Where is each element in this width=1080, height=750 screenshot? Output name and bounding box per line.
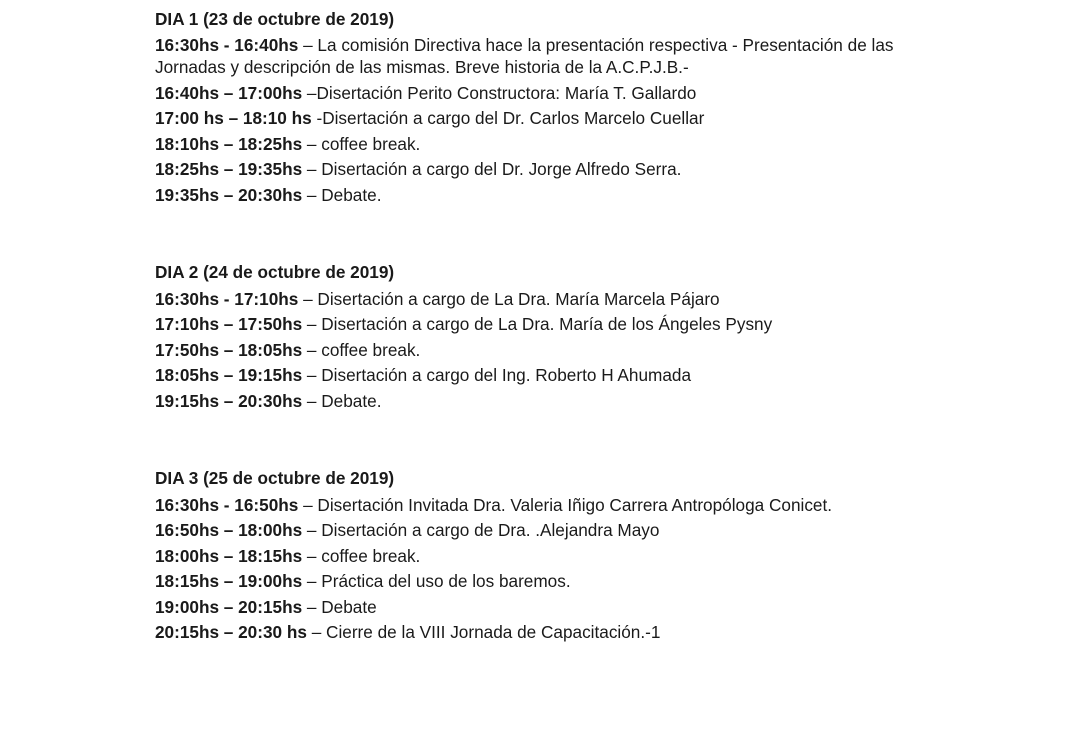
entry-time: 19:15hs – 20:30hs <box>155 390 303 411</box>
entry-time: 18:00hs – 18:15hs <box>155 545 303 566</box>
entry-text: – Disertación a cargo de La Dra. María Marcela Pájaro <box>298 289 720 310</box>
schedule-entry <box>155 389 945 414</box>
entry-text: – coffee break. <box>302 133 421 154</box>
entry-text: – coffee break. <box>302 545 421 566</box>
entry-time: 16:30hs - 16:50hs <box>155 495 299 516</box>
entry-text: – coffee break. <box>302 339 421 360</box>
entry-time: 17:50hs – 18:05hs <box>155 339 303 360</box>
entry-text: – Disertación a cargo del Ing. Roberto H Ahumada <box>302 365 692 386</box>
day-title: DIA 2 (24 de octubre de 2019) <box>155 262 395 283</box>
entry-text: – Disertación a cargo de Dra. .Alejandra Mayo <box>302 520 660 541</box>
day-title: DIA 1 (23 de octubre de 2019) <box>155 9 395 29</box>
schedule-entry <box>155 34 935 78</box>
entry-time: 18:25hs – 19:35hs <box>155 159 303 180</box>
schedule-entry <box>155 106 945 131</box>
entry-text: – Debate. <box>302 390 382 411</box>
entry-time: 16:30hs - 17:10hs <box>155 289 299 310</box>
entry-text: – Debate <box>302 596 377 617</box>
entry-text: – Disertación a cargo de La Dra. María de los Ángeles Pysny <box>302 314 773 335</box>
entry-text: -Disertación a cargo del Dr. Carlos Marcelo Cuellar <box>311 108 705 129</box>
schedule-entry <box>155 338 945 363</box>
day-section <box>155 261 945 414</box>
entry-time: 19:35hs – 20:30hs <box>155 184 303 205</box>
schedule-entry <box>155 569 945 594</box>
schedule-entry <box>155 363 945 388</box>
day-section <box>155 8 945 208</box>
schedule-entry <box>155 544 945 569</box>
entry-text: – Disertación Invitada Dra. Valeria Iñigo Carrera Antropóloga Conicet. <box>298 495 833 516</box>
entry-time: 17:00 hs – 18:10 hs <box>155 108 312 129</box>
entry-text: – La comisión Directiva hace la presentación respectiva - Presentación de las Jornadas y descripción de las mismas. Breve historia de la A.C.P.J.B.- <box>155 35 894 77</box>
schedule-entry <box>155 81 945 106</box>
schedule-entry <box>155 183 945 208</box>
entry-text: –Disertación Perito Constructora: María T. Gallardo <box>302 83 697 103</box>
entry-time: 16:40hs – 17:00hs <box>155 83 303 103</box>
schedule-entry <box>155 132 945 157</box>
schedule-document <box>155 8 945 646</box>
schedule-entry <box>155 157 945 182</box>
day-title: DIA 3 (25 de octubre de 2019) <box>155 468 395 489</box>
entry-time: 19:00hs – 20:15hs <box>155 596 303 617</box>
entry-time: 16:30hs - 16:40hs <box>155 35 299 55</box>
entry-time: 17:10hs – 17:50hs <box>155 314 303 335</box>
schedule-entry <box>155 620 945 645</box>
day-section <box>155 467 945 645</box>
entry-time: 20:15hs – 20:30 hs <box>155 622 307 643</box>
schedule-entry <box>155 312 945 337</box>
schedule-entry <box>155 493 945 518</box>
entry-time: 16:50hs – 18:00hs <box>155 520 303 541</box>
entry-text: – Debate. <box>302 184 382 205</box>
entry-time: 18:10hs – 18:25hs <box>155 133 303 154</box>
entry-text: – Disertación a cargo del Dr. Jorge Alfredo Serra. <box>302 159 682 180</box>
entry-time: 18:15hs – 19:00hs <box>155 571 303 592</box>
schedule-entry <box>155 595 945 620</box>
entry-text: – Práctica del uso de los baremos. <box>302 571 571 592</box>
schedule-entry <box>155 518 945 543</box>
entry-text: – Cierre de la VIII Jornada de Capacitación.-1 <box>306 622 661 643</box>
schedule-entry <box>155 287 945 312</box>
entry-time: 18:05hs – 19:15hs <box>155 365 303 386</box>
